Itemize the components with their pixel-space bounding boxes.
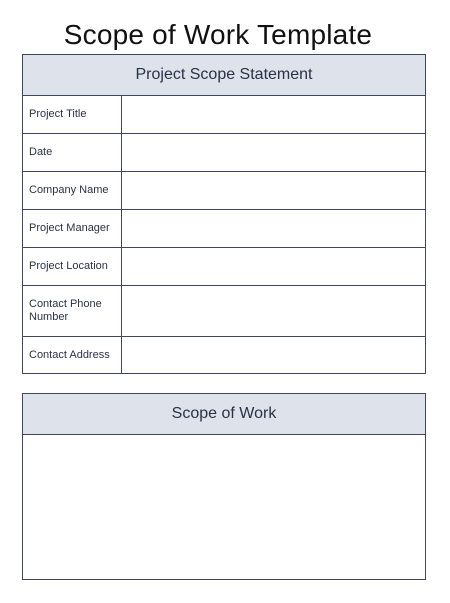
scope-of-work-box — [22, 393, 426, 580]
contact-address-label: Contact Address — [23, 337, 122, 374]
date-row — [23, 134, 425, 172]
project-location-label: Project Location — [23, 248, 122, 285]
project-manager-label: Project Manager — [23, 210, 122, 247]
contact-phone-number-label: Contact Phone Number — [23, 286, 122, 336]
contact-address-field[interactable] — [122, 337, 425, 374]
project-scope-statement-table — [22, 54, 426, 374]
project-location-row — [23, 248, 425, 286]
date-field[interactable] — [122, 134, 425, 171]
company-name-field[interactable] — [122, 172, 425, 209]
contact-phone-number-field[interactable] — [122, 286, 425, 336]
project-scope-statement-heading: Project Scope Statement — [23, 55, 425, 96]
project-title-label: Project Title — [23, 96, 122, 133]
date-label: Date — [23, 134, 122, 171]
company-name-label: Company Name — [23, 172, 122, 209]
project-title-field[interactable] — [122, 96, 425, 133]
page-title: Scope of Work Template — [63, 19, 373, 50]
contact-phone-number-row — [23, 286, 425, 337]
project-manager-field[interactable] — [122, 210, 425, 247]
scope-of-work-field[interactable] — [23, 435, 425, 580]
scope-of-work-heading: Scope of Work — [23, 394, 425, 435]
project-location-field[interactable] — [122, 248, 425, 285]
project-manager-row — [23, 210, 425, 248]
contact-address-row — [23, 337, 425, 374]
company-name-row — [23, 172, 425, 210]
project-title-row — [23, 96, 425, 134]
